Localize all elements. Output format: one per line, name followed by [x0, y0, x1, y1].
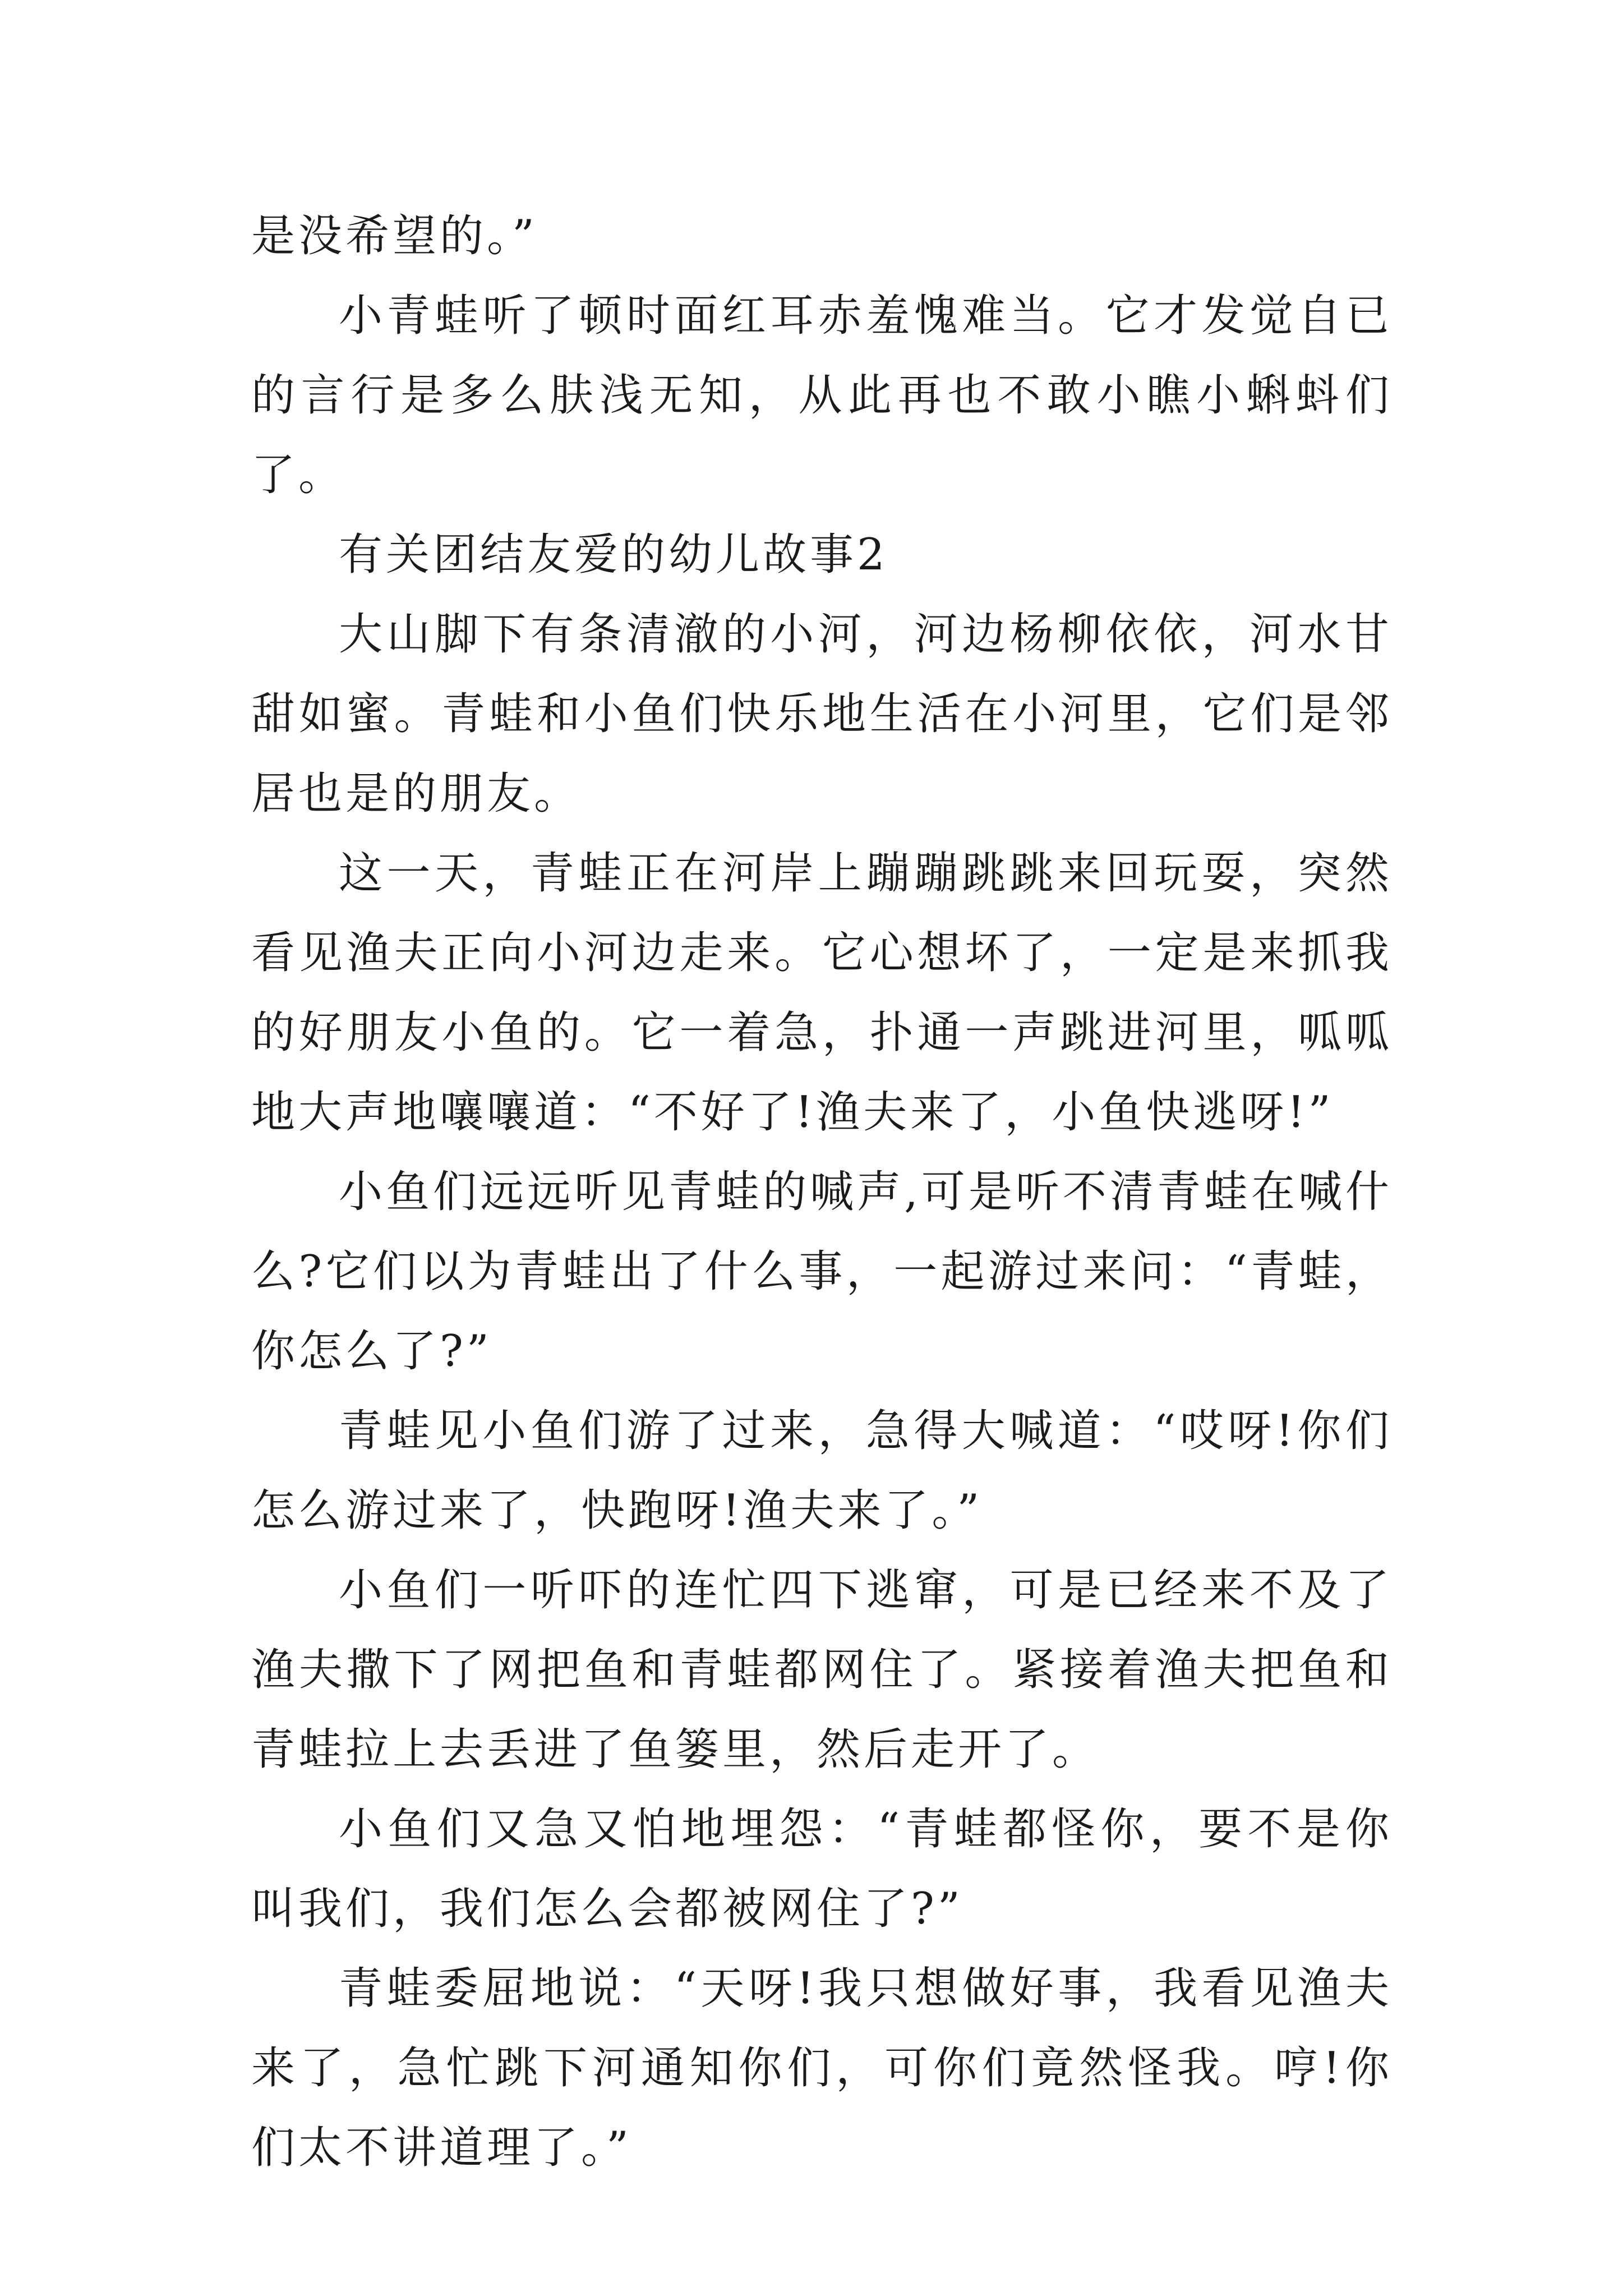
paragraph: 青蛙委屈地说：“天呀!我只想做好事，我看见渔夫来了，急忙跳下河通知你们，可你们竟然怪我。哼!你们太不讲道理了。”	[251, 1963, 1393, 2173]
paragraph: 小青蛙听了顿时面红耳赤羞愧难当。它才发觉自已的言行是多么肤浅无知，从此再也不敢小瞧小蝌蚪们了。	[251, 291, 1393, 500]
paragraph: 是没希望的。”	[251, 211, 538, 261]
paragraph: 青蛙见小鱼们游了过来，急得大喊道：“哎呀!你们怎么游过来了，快跑呀!渔夫来了。”	[251, 1406, 1393, 1536]
paragraph: 小鱼们又急又怕地埋怨：“青蛙都怪你，要不是你叫我们，我们怎么会都被网住了?”	[251, 1804, 1393, 1934]
paragraph: 大山脚下有条清澈的小河，河边杨柳依依，河水甘甜如蜜。青蛙和小鱼们快乐地生活在小河里，它们是邻居也是的朋友。	[251, 609, 1393, 819]
story-heading: 有关团结友爱的幼儿故事2	[339, 530, 888, 580]
paragraph: 小鱼们远远听见青蛙的喊声,可是听不清青蛙在喊什么?它们以为青蛙出了什么事，一起游过来问：“青蛙，你怎么了?”	[251, 1167, 1393, 1377]
document-body	[251, 196, 1393, 2188]
paragraph: 小鱼们一听吓的连忙四下逃窜，可是已经来不及了渔夫撒下了网把鱼和青蛙都网住了。紧接着渔夫把鱼和青蛙拉上去丢进了鱼篓里，然后走开了。	[251, 1565, 1393, 1775]
paragraph: 这一天，青蛙正在河岸上蹦蹦跳跳来回玩耍，突然看见渔夫正向小河边走来。它心想坏了，一定是来抓我的好朋友小鱼的。它一着急，扑通一声跳进河里，呱呱地大声地嚷嚷道：“不好了!渔夫来了，小鱼快逃呀!”	[251, 848, 1393, 1138]
